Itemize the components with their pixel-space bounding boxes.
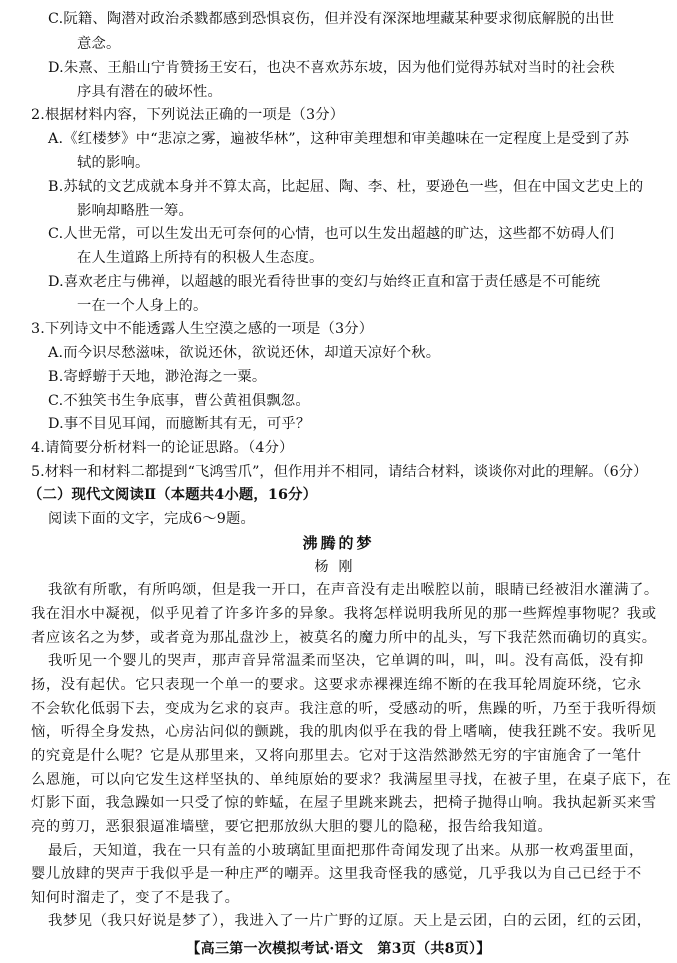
story-line: 最后，天知道，我在一只有盖的小玻璃缸里面把那件奇闻发现了出来。从那一枚鸡蛋里面， xyxy=(48,843,644,859)
story-line: 灯影下面，我急躁如一只受了惊的蚱蜢，在屋子里跳来跳去，把椅子抛得山响。我执起新买来雪 xyxy=(31,795,657,811)
story-line: 么恩施，可以向它发生这样坚执的、单纯原始的要求？我满屋里寻找，在被子里，在桌子底下，在 xyxy=(31,772,672,788)
story-line: 者应该名之为梦，或者竟为那乩盘沙上，被莫名的魔力所中的乩头，写下我茫然而确切的真实。 xyxy=(31,630,657,646)
story-line: 我在泪水中凝视，似乎见着了许多许多的异象。我将怎样说明我所见的那一些辉煌事物呢？我或 xyxy=(31,606,657,622)
q1-option-d-line1: D.朱熹、王船山宁肯赞扬王安石，也决不喜欢苏东坡，因为他们觉得苏轼对当时的社会秩 xyxy=(48,60,615,76)
story-line: 知何时溜走了，变了不是我了。 xyxy=(31,890,240,906)
q2-option-b-line1: B.苏轼的文艺成就本身并不算太高，比起屈、陶、李、杜，要逊色一些，但在中国文艺史上的 xyxy=(48,179,644,195)
q1-option-c-line2: 意念。 xyxy=(77,36,121,52)
q2-option-d-line2: 一在一个人身上的。 xyxy=(77,298,208,314)
q2-option-d-line1: D.喜欢老庄与佛禅，以超越的眼光看待世事的变幻与始终正直和富于责任感是不可能统 xyxy=(48,274,601,290)
story-line: 扬，没有起伏。它只表现一个单一的要求。这要求赤裸裸连绵不断的在我耳轮周旋环绕，它永 xyxy=(31,677,642,693)
section-instruction: 阅读下面的文字，完成6～9题。 xyxy=(48,511,256,527)
q2-option-a-line1: A.《红楼梦》中“悲凉之雾，遍被华林”，这种审美理想和审美趣味在一定程度上是受到了苏 xyxy=(48,131,630,147)
q1-option-c-line1: C.阮籍、陶潜对政治杀戮都感到恐惧哀伤，但并没有深深地埋藏某种要求彻底解脱的出世 xyxy=(48,11,615,27)
page-footer: 【高三第一次模拟考试·语文 第3页（共8页）】 xyxy=(186,941,491,957)
section-header: （二）现代文阅读Ⅱ（本题共4小题，16分） xyxy=(28,487,318,503)
q5-stem: 5.材料一和材料二都提到“飞鸿雪爪”，但作用并不相同，请结合材料，谈谈你对此的理解。（6分） xyxy=(31,464,648,480)
q3-option-c: C.不独笑书生争底事，曹公黄祖俱飘忽。 xyxy=(48,393,310,409)
q2-option-b-line2: 影响却略胜一筹。 xyxy=(77,203,193,219)
q3-option-b: B.寄蜉蝣于天地，渺沧海之一粟。 xyxy=(48,369,267,385)
story-author: 杨刚 xyxy=(314,559,363,575)
story-line: 我欲有所歌，有所呜颂，但是我一开口，在声音没有走出喉腔以前，眼睛已经被泪水灌满了。 xyxy=(48,582,659,598)
q3-stem: 3.下列诗文中不能透露人生空漠之感的一项是（3分） xyxy=(31,321,374,337)
story-line: 亮的剪刀，恶狠狠逼准墙壁，要它把那放纵大胆的婴儿的隐秘，报告给我知道。 xyxy=(31,819,553,835)
story-line: 不会软化低弱下去，变成为乞求的哀声。我注意的听，受感动的听，焦躁的听，乃至于我听得烦 xyxy=(31,701,657,717)
story-line: 我梦见（我只好说是梦了），我进入了一片广野的辽原。天上是云团，白的云团，红的云团， xyxy=(48,913,652,929)
q2-option-a-line2: 轼的影响。 xyxy=(77,155,150,171)
q1-option-d-line2: 序具有潜在的破坏性。 xyxy=(77,84,222,100)
story-title: 沸腾的梦 xyxy=(302,534,375,552)
q2-option-c-line1: C.人世无常，可以生发出无可奈何的心情，也可以生发出超越的旷达，这些都不妨碍人们 xyxy=(48,226,615,242)
q4-stem: 4.请简要分析材料一的论证思路。（4分） xyxy=(31,440,294,456)
q3-option-a: A.而今识尽愁滋味，欲说还休，欲说还休，却道天凉好个秋。 xyxy=(48,345,441,361)
q2-stem: 2.根据材料内容，下列说法正确的一项是（3分） xyxy=(31,107,345,123)
story-line: 我听见一个婴儿的哭声，那声音异常温柔而坚决，它单调的叫，叫，叫。没有高低，没有抑 xyxy=(48,653,644,669)
story-line: 婴儿放肆的哭声于我似乎是一种庄严的嘲弄。这里我奇怪我的感觉，几乎我以为自己已经于不 xyxy=(31,866,642,882)
q2-option-c-line2: 在人生道路上所持有的积极人生态度。 xyxy=(77,250,324,266)
story-line: 恼，听得全身发热，心房沾问似的颤跳，我的肌肉似乎在我的骨上嗜嘀，使我狂跳不安。我听见 xyxy=(31,724,657,740)
story-line: 的究竟是什么呢？它是从那里来，又将向那里去。它对于这浩然渺然无穷的宇宙施舍了一笔什 xyxy=(31,748,642,764)
q3-option-d: D.事不目见耳闻，而臆断其有无，可乎？ xyxy=(48,416,311,432)
